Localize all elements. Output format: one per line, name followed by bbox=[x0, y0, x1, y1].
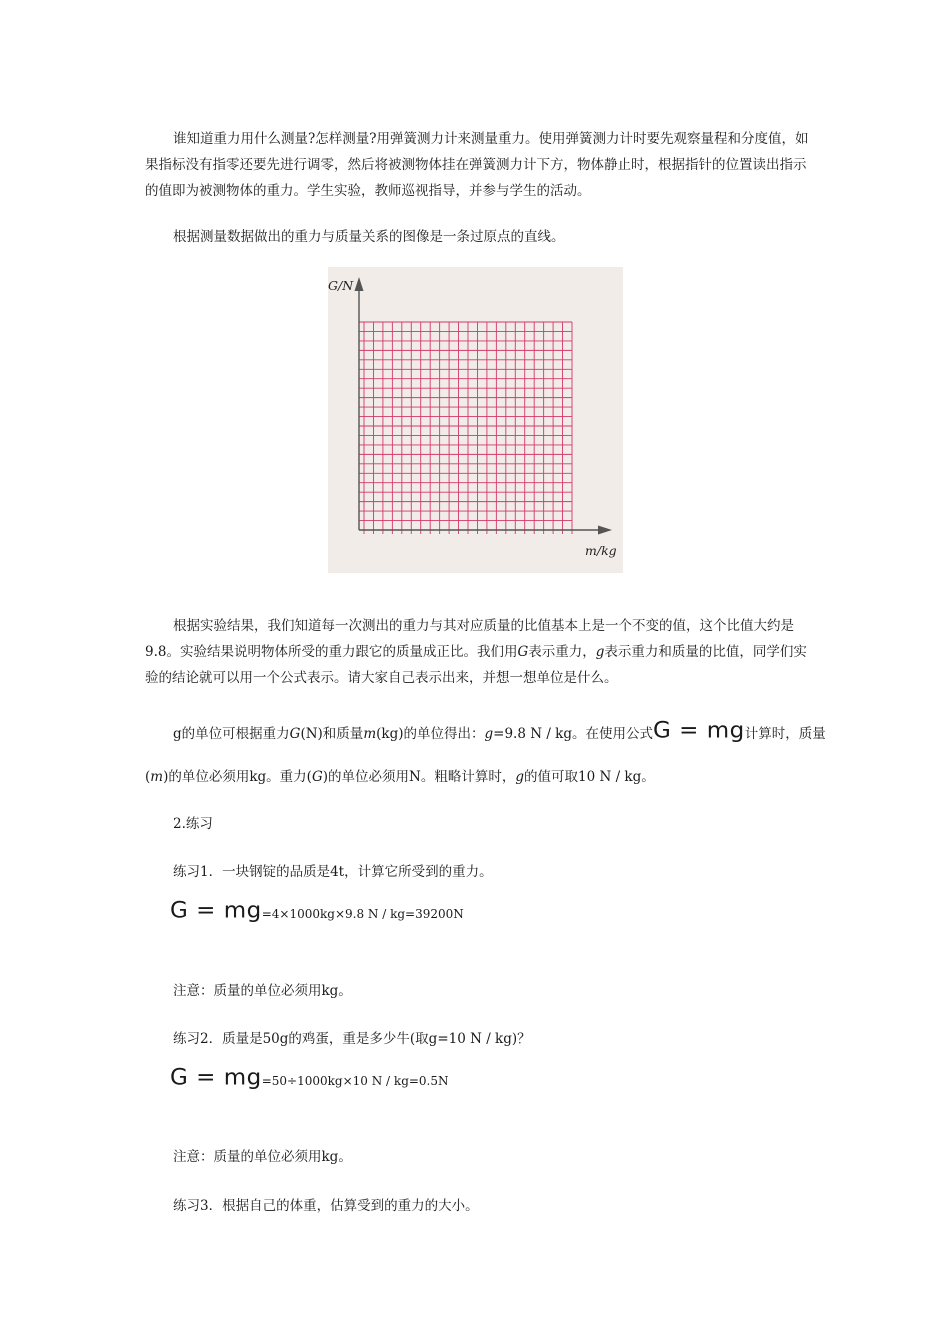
exercise-1-solution: G = mg=4×1000kg×9.8 N / kg=39200N bbox=[170, 898, 464, 924]
formula-g-equals-mg: G = mg bbox=[652, 718, 745, 744]
y-axis-arrow bbox=[355, 277, 364, 291]
paragraph-graph-description: 根据测量数据做出的重力与质量关系的图像是一条过原点的直线。 bbox=[173, 229, 565, 245]
exercise-2-note: 注意：质量的单位必须用kg。 bbox=[173, 1149, 352, 1165]
x-axis-arrow bbox=[598, 526, 612, 535]
section-heading-practice: 2.练习 bbox=[173, 816, 213, 832]
exercise-2-solution: G = mg=50÷1000kg×10 N / kg=0.5N bbox=[170, 1065, 449, 1091]
paragraph-measure-gravity: 谁知道重力用什么测量?怎样测量?用弹簧测力计来测量重力。使用弹簧测力计时要先观察量程和分度值，如果指标没有指零还要先进行调零，然后将被测物体挂在弹簧测力计下方，物体静止时，根据指针的位置读出指示的值即为被测物体的重力。学生实验，教师巡视指导，并参与学生的活动。 bbox=[145, 131, 809, 199]
exercise-2-question: 练习2．质量是50g的鸡蛋，重是多少牛(取g=10 N / kg)？ bbox=[173, 1031, 531, 1047]
x-axis-label: m/kg bbox=[585, 543, 617, 558]
y-axis-label: G/N bbox=[328, 278, 354, 293]
exercise-1-question: 练习1．一块钢锭的品质是4t，计算它所受到的重力。 bbox=[173, 864, 493, 880]
grid-lines bbox=[359, 322, 572, 534]
exercise-3-question: 练习3．根据自己的体重，估算受到的重力的大小。 bbox=[173, 1198, 479, 1214]
paragraph-unit-of-g: g的单位可根据重力G(N)和质量m(kg)的单位得出：g=9.8 N / kg。在使用公式G = mg计算时，质量 bbox=[173, 718, 826, 744]
exercise-1-note: 注意：质量的单位必须用kg。 bbox=[173, 983, 352, 999]
graph-svg bbox=[328, 267, 623, 573]
gravity-mass-graph bbox=[328, 267, 623, 573]
paragraph-unit-rules: (m)的单位必须用kg。重力(G)的单位必须用N。粗略计算时，g的值可取10 N / kg。 bbox=[145, 769, 655, 785]
formula-g-equals-mg: G = mg bbox=[170, 1065, 262, 1091]
formula-g-equals-mg: G = mg bbox=[170, 898, 262, 924]
paragraph-experiment-result: 根据实验结果，我们知道每一次测出的重力与其对应质量的比值基本上是一个不变的值，这个比值大约是9.8。实验结果说明物体所受的重力跟它的质量成正比。我们用G表示重力，g表示重力和质量的比值，同学们实验的结论就可以用一个公式表示。请大家自己表示出来，并想一想单位是什么。 bbox=[145, 618, 807, 686]
